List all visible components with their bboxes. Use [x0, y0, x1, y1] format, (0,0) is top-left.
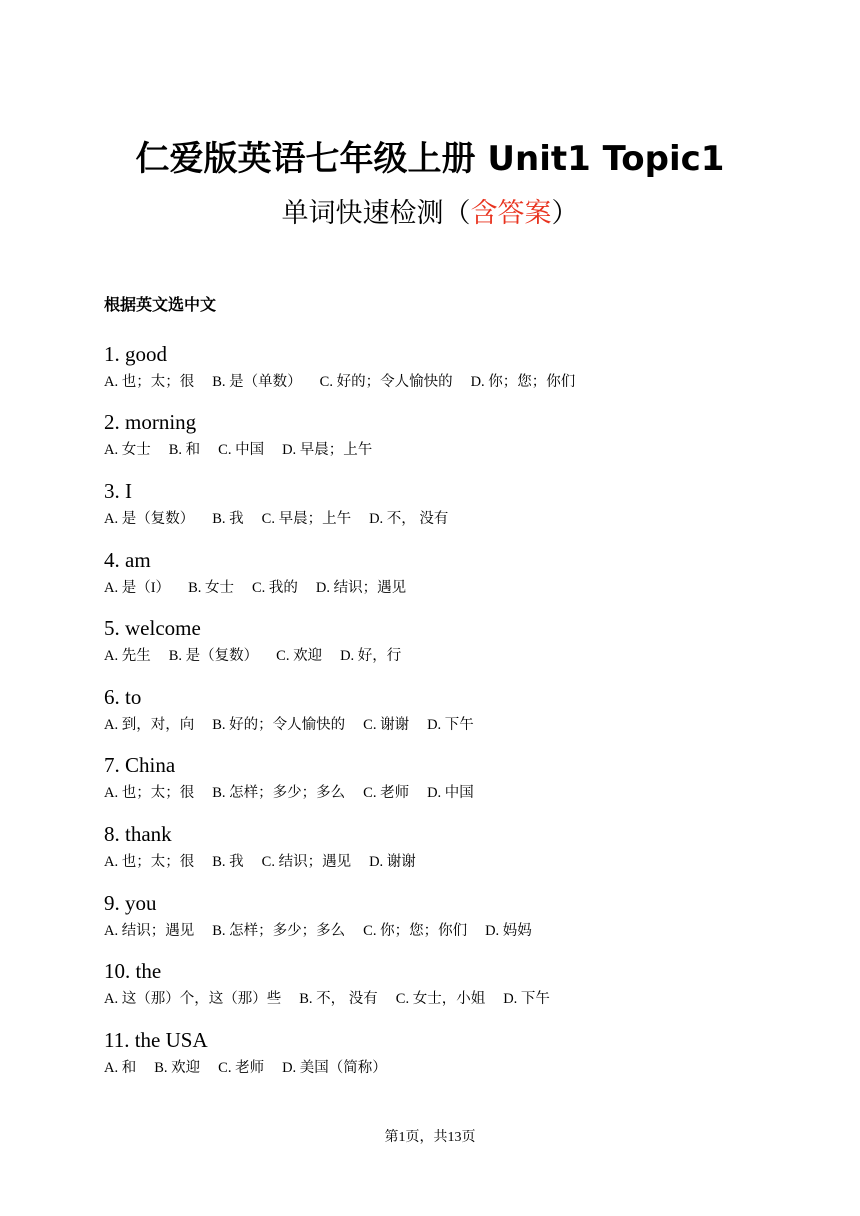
option-a: A. 这（那）个，这（那）些 — [104, 991, 282, 1007]
option-a: A. 到，对，向 — [104, 717, 195, 733]
option-a: A. 也；太；很 — [104, 854, 195, 870]
question-word: 5. welcome — [104, 616, 201, 640]
option-c: C. 谢谢 — [363, 717, 410, 733]
option-d: D. 你；您；你们 — [470, 374, 576, 390]
option-d: D. 不， 没有 — [369, 511, 449, 527]
option-d: D. 美国（简称） — [282, 1060, 387, 1076]
question-word: 4. am — [104, 548, 151, 572]
option-b: B. 是（复数） — [168, 648, 259, 664]
option-b: B. 我 — [212, 511, 244, 527]
option-c: C. 我的 — [251, 580, 298, 596]
option-d: D. 下午 — [503, 991, 550, 1007]
page-footer: 第1页，共13页 — [384, 1130, 476, 1145]
question-word: 11. the USA — [104, 1028, 208, 1052]
question-options — [104, 509, 804, 529]
question-item — [104, 889, 804, 941]
question-item — [104, 683, 804, 735]
question-word: 1. good — [104, 342, 167, 366]
option-d: D. 结识；遇见 — [315, 580, 407, 596]
section-heading: 根据英文选中文 — [104, 295, 217, 314]
option-d: D. 下午 — [427, 717, 474, 733]
document-title: 仁爱版英语七年级上册 Unit1 Topic1 — [135, 139, 725, 179]
option-a: A. 和 — [104, 1060, 137, 1076]
option-d: D. 中国 — [427, 785, 474, 801]
subtitle-end: ） — [551, 198, 579, 229]
option-d: D. 早晨；上午 — [282, 442, 373, 458]
question-item — [104, 820, 804, 872]
question-item — [104, 340, 804, 392]
option-b: B. 好的；令人愉快的 — [212, 717, 346, 733]
option-b: B. 和 — [168, 442, 201, 458]
option-a: A. 结识；遇见 — [104, 923, 195, 939]
option-c: C. 好的；令人愉快的 — [319, 374, 453, 390]
question-options — [104, 1058, 804, 1078]
option-c: C. 早晨；上午 — [261, 511, 352, 527]
question-item — [104, 751, 804, 803]
subtitle-text: 单词快速检测（ — [281, 198, 471, 229]
question-item — [104, 614, 804, 666]
question-options — [104, 852, 804, 872]
option-c: C. 老师 — [363, 785, 410, 801]
question-item — [104, 546, 804, 598]
option-c: C. 你；您；你们 — [363, 923, 468, 939]
option-a: A. 是（I） — [104, 580, 171, 596]
question-options — [104, 921, 804, 941]
option-c: C. 结识；遇见 — [261, 854, 352, 870]
document-subtitle — [0, 194, 860, 234]
option-b: B. 女士 — [188, 580, 234, 596]
option-b: B. 怎样；多少；多么 — [212, 785, 346, 801]
question-word: 9. you — [104, 891, 157, 915]
option-b: B. 欢迎 — [154, 1060, 201, 1076]
question-item — [104, 1026, 804, 1078]
question-word: 8. thank — [104, 822, 172, 846]
option-a: A. 是（复数） — [104, 511, 195, 527]
question-options — [104, 372, 804, 392]
option-c: C. 老师 — [218, 1060, 265, 1076]
question-options — [104, 989, 804, 1009]
subtitle-highlight: 含答案 — [470, 198, 552, 229]
question-word: 3. I — [104, 479, 132, 503]
option-c: C. 女士，小姐 — [395, 991, 486, 1007]
question-item — [104, 957, 804, 1009]
question-options — [104, 646, 804, 666]
question-word: 2. morning — [104, 410, 197, 434]
option-c: C. 中国 — [218, 442, 265, 458]
question-word: 6. to — [104, 685, 142, 709]
question-options — [104, 440, 804, 460]
question-options — [104, 715, 804, 735]
question-item — [104, 408, 804, 460]
option-b: B. 我 — [212, 854, 244, 870]
option-b: B. 怎样；多少；多么 — [212, 923, 346, 939]
option-a: A. 女士 — [104, 442, 151, 458]
option-c: C. 欢迎 — [276, 648, 323, 664]
question-options — [104, 578, 804, 598]
option-d: D. 好，行 — [340, 648, 402, 664]
option-a: A. 也；太；很 — [104, 374, 195, 390]
question-item — [104, 477, 804, 529]
option-d: D. 妈妈 — [485, 923, 532, 939]
question-word: 10. the — [104, 959, 162, 983]
question-word: 7. China — [104, 753, 176, 777]
option-a: A. 也；太；很 — [104, 785, 195, 801]
question-options — [104, 783, 804, 803]
option-a: A. 先生 — [104, 648, 151, 664]
option-d: D. 谢谢 — [369, 854, 416, 870]
option-b: B. 不， 没有 — [299, 991, 378, 1007]
option-b: B. 是（单数） — [212, 374, 302, 390]
